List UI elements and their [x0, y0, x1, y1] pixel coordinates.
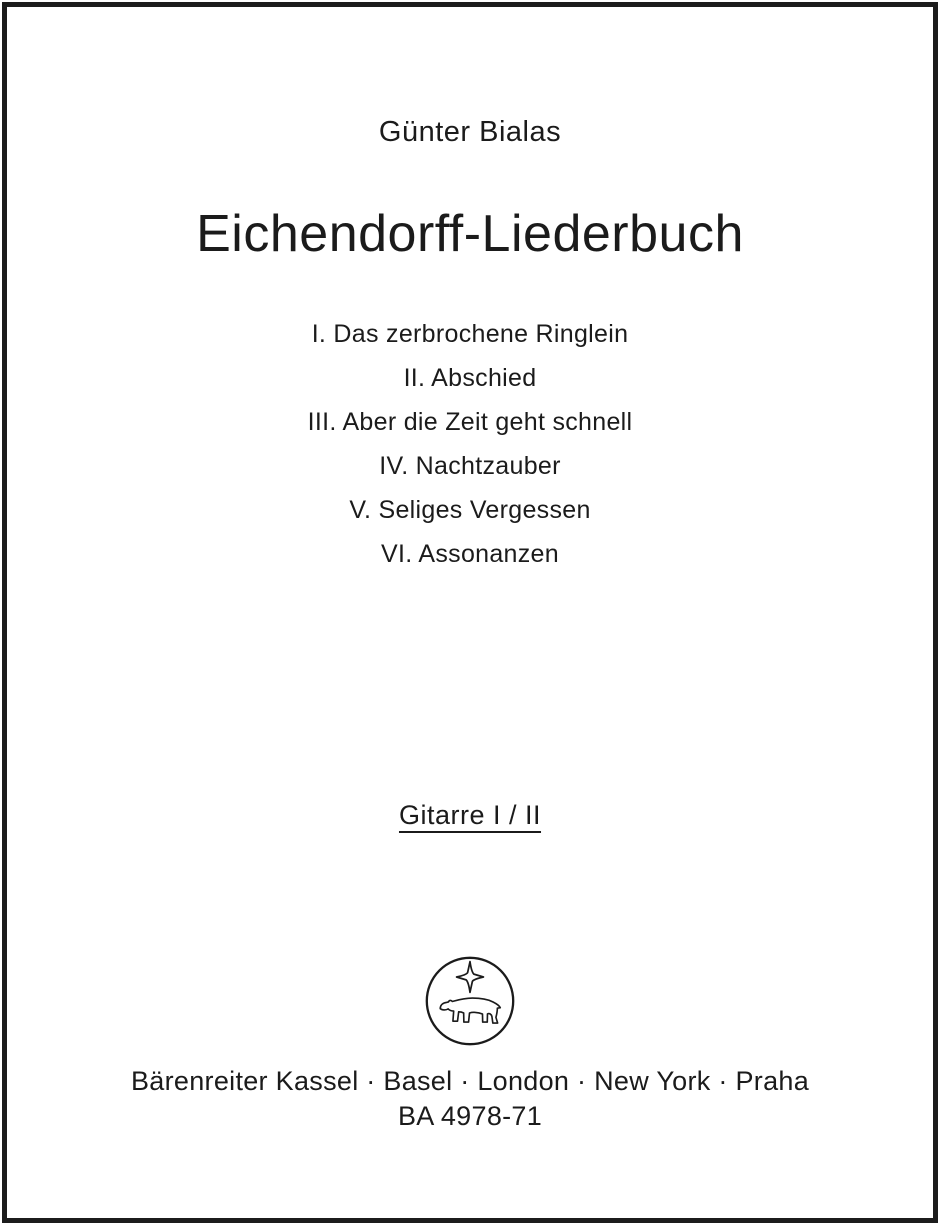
movement-item: III. Aber die Zeit geht schnell	[307, 408, 633, 436]
movement-item: VI. Assonanzen	[381, 540, 559, 568]
composer-name: Günter Bialas	[378, 116, 562, 148]
work-title: Eichendorff-Liederbuch	[196, 205, 744, 263]
movement-item: II. Abschied	[403, 364, 537, 392]
movement-item: IV. Nachtzauber	[379, 452, 561, 480]
instrumentation-label	[0, 800, 940, 831]
publisher-cities-line: Bärenreiter Kassel · Basel · London · New York · Praha	[130, 1066, 810, 1096]
catalog-number: BA 4978-71	[397, 1101, 543, 1131]
movement-item: V. Seliges Vergessen	[349, 496, 591, 524]
barenreiter-bear-logo-icon	[422, 953, 518, 1049]
movement-list	[0, 312, 940, 576]
movement-item: I. Das zerbrochene Ringlein	[311, 320, 629, 348]
instrumentation-text: Gitarre I / II	[398, 800, 542, 830]
